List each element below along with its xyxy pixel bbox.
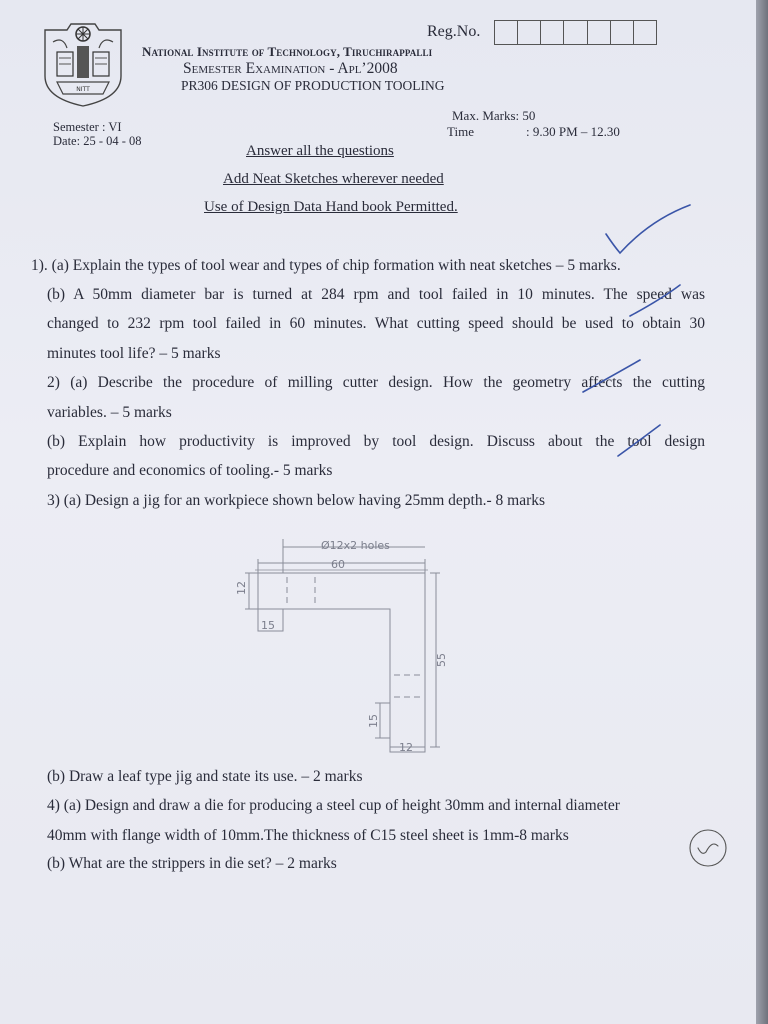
question-2b-line2: procedure and economics of tooling.- 5 marks [47,462,333,479]
dim-55-label: 55 [435,653,448,667]
question-1b-line3: minutes tool life? – 5 marks [47,345,221,362]
time-value: : 9.30 PM – 12.30 [526,124,620,139]
tick-mark-icon [606,205,690,253]
dim-holes-label: Ø12x2 holes [321,539,390,552]
question-4b: (b) What are the strippers in die set? – 2 marks [47,855,337,872]
time-label: Time [447,124,474,139]
semester-label: Semester : VI [53,120,122,134]
instruction-sketches: Add Neat Sketches wherever needed [223,171,444,187]
institute-name: National Institute of Technology, Tiruchirappalli [142,44,433,59]
question-2b-line1: (b) Explain how productivity is improved by tool design. Discuss about the tool design [47,433,705,450]
dim-15-bottom-label: 15 [367,714,380,728]
max-marks: Max. Marks: 50 [452,108,536,123]
logo-emblem-text: NITT [76,86,90,93]
reg-no-label: Reg.No. [427,23,481,40]
page-edge [756,0,768,1024]
slash-mark-icon [583,360,640,392]
question-1b-line1: (b) A 50mm diameter bar is turned at 284 rpm and tool failed in 10 minutes. The speed was [47,286,705,303]
question-3a: 3) (a) Design a jig for an workpiece shown below having 25mm depth.- 8 marks [47,492,546,509]
exam-date: Date: 25 - 04 - 08 [53,134,142,148]
question-2a-line2: variables. – 5 marks [47,404,172,421]
question-1a: 1). (a) Explain the types of tool wear and types of chip formation with neat sketches – 5 marks. [31,257,621,274]
instruction-answer-all: Answer all the questions [246,143,394,159]
question-2a-line1: 2) (a) Describe the procedure of milling cutter design. How the geometry affects the cutting [47,374,705,391]
instruction-handbook: Use of Design Data Hand book Permitted. [204,199,458,215]
slash-mark-icon [618,425,660,456]
dim-12-bottom-label: 12 [399,741,413,754]
dim-15-top-label: 15 [261,619,275,632]
question-3b: (b) Draw a leaf type jig and state its use. – 2 marks [47,768,363,785]
dim-12-left-label: 12 [235,581,248,595]
course-title: PR306 DESIGN OF PRODUCTION TOOLING [181,78,445,93]
question-4a-line1: 4) (a) Design and draw a die for producing a steel cup of height 30mm and internal diameter [47,797,620,814]
question-1b-line2: changed to 232 rpm tool failed in 60 minutes. What cutting speed should be used to obtain 30 [47,315,705,332]
slash-mark-icon [630,285,680,316]
dim-60-label: 60 [331,558,345,571]
exam-title: Semester Examination - Apl’2008 [183,60,398,77]
question-4a-line2: 40mm with flange width of 10mm.The thickness of C15 steel sheet is 1mm-8 marks [47,827,569,844]
